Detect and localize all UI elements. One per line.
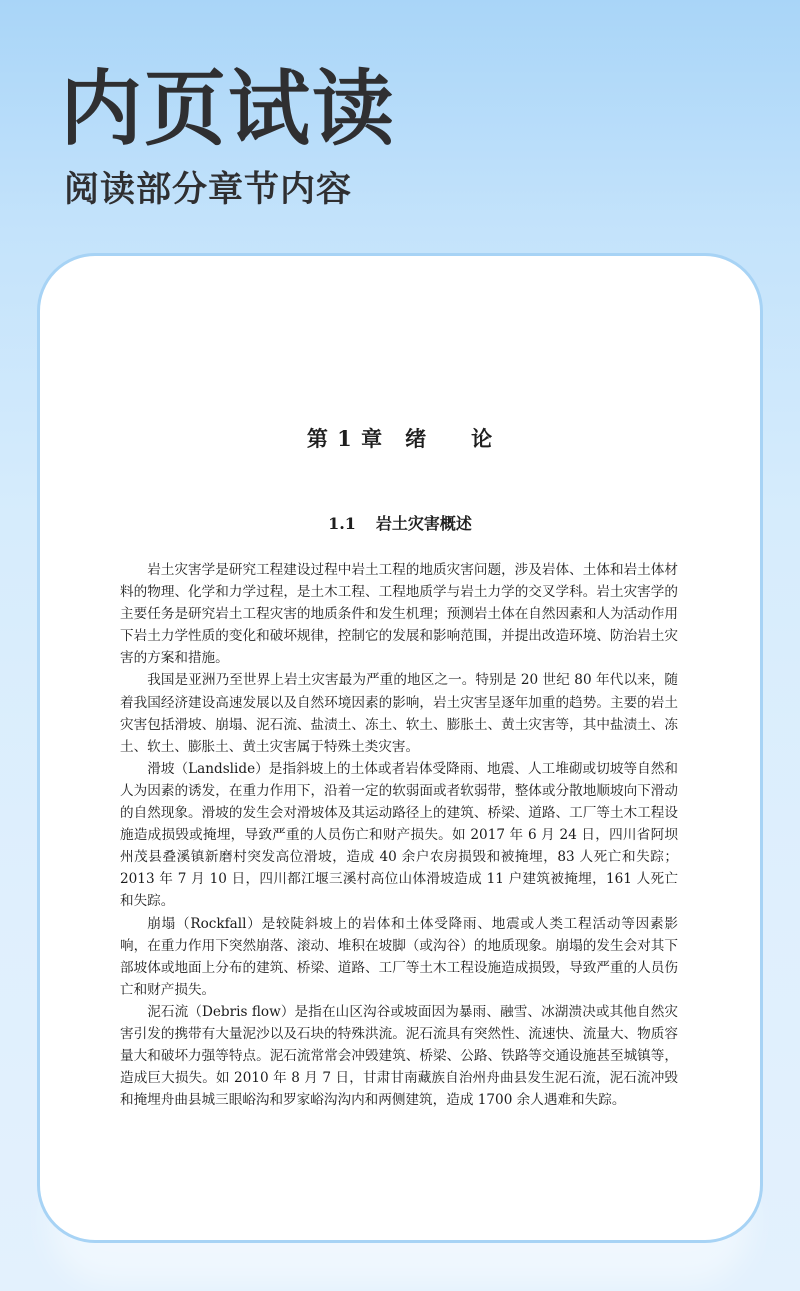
section-number: 1.1 <box>328 514 356 533</box>
page-subheading: 阅读部分章节内容 <box>64 170 353 210</box>
body-text <box>120 559 678 1111</box>
preview-card <box>37 253 763 1243</box>
paragraph-debris-flow: 泥石流（Debris flow）是指在山区沟谷或坡面因为暴雨、融雪、冰湖溃决或其他自然灾害引发的携带有大量泥沙以及石块的特殊洪流。泥石流具有突然性、流速快、流量大、物质容量大和破坏力强等特点。泥石流常常会冲毁建筑、桥梁、公路、铁路等交通设施甚至城镇等，造成巨大损失。如 2010 年 8 月 7 日，甘肃甘南藏族自治州舟曲县发生泥石流，泥石流冲毁和掩埋舟曲县城三眼峪沟和罗家峪沟沟内和两侧建筑，造成 1700 余人遇难和失踪。 <box>120 1003 678 1109</box>
paragraph-china-hazards: 我国是亚洲乃至世界上岩土灾害最为严重的地区之一。特别是 20 世纪 80 年代以来，随着我国经济建设高速发展以及自然环境因素的影响，岩土灾害呈逐年加重的趋势。主要的岩土灾害包括滑坡、崩塌、泥石流、盐渍土、冻土、软土、膨胀土、黄土灾害等，其中盐渍土、冻土、软土、膨胀土、黄土灾害属于特殊土类灾害。 <box>120 672 678 755</box>
chapter-title: 第 1 章 绪 论 <box>306 426 494 451</box>
paragraph-landslide: 滑坡（Landslide）是指斜坡上的土体或者岩体受降雨、地震、人工堆砌或切坡等自然和人为因素的诱发，在重力作用下，沿着一定的软弱面或者软弱带，整体或分散地顺坡向下滑动的自然现象。滑坡的发生会对滑坡体及其运动路径上的建筑、桥梁、道路、工厂等土木工程设施造成损毁或掩埋，导致严重的人员伤亡和财产损失。如 2017 年 6 月 24 日，四川省阿坝州茂县叠溪镇新磨村突发高位滑坡，造成 40 余户农房损毁和被掩埋，83 人死亡和失踪；2013 年 7 月 10 日，四川都江堰三溪村高位山体滑坡造成 11 户建筑被掩埋，161 人死亡和失踪。 <box>120 760 678 910</box>
paragraph-intro: 岩土灾害学是研究工程建设过程中岩土工程的地质灾害问题，涉及岩体、土体和岩土体材料的物理、化学和力学过程，是土木工程、工程地质学与岩土力学的交叉学科。岩土灾害学的主要任务是研究岩土工程灾害的地质条件和发生机理；预测岩土体在自然因素和人为活动作用下岩土力学性质的变化和破坏规律，控制它的发展和影响范围，并提出改造环境、防治岩土灾害的方案和措施。 <box>120 562 678 667</box>
section-heading <box>40 511 760 537</box>
section-title: 岩土灾害概述 <box>375 514 472 533</box>
page-heading: 内页试读 <box>60 62 397 157</box>
book-page <box>40 256 760 1240</box>
paragraph-rockfall: 崩塌（Rockfall）是较陡斜坡上的岩体和土体受降雨、地震或人类工程活动等因素影响，在重力作用下突然崩落、滚动、堆积在坡脚（或沟谷）的地质现象。崩塌的发生会对其下部坡体或地面上分布的建筑、桥梁、道路、工厂等土木工程设施造成损毁，导致严重的人员伤亡和财产损失。 <box>120 915 678 998</box>
